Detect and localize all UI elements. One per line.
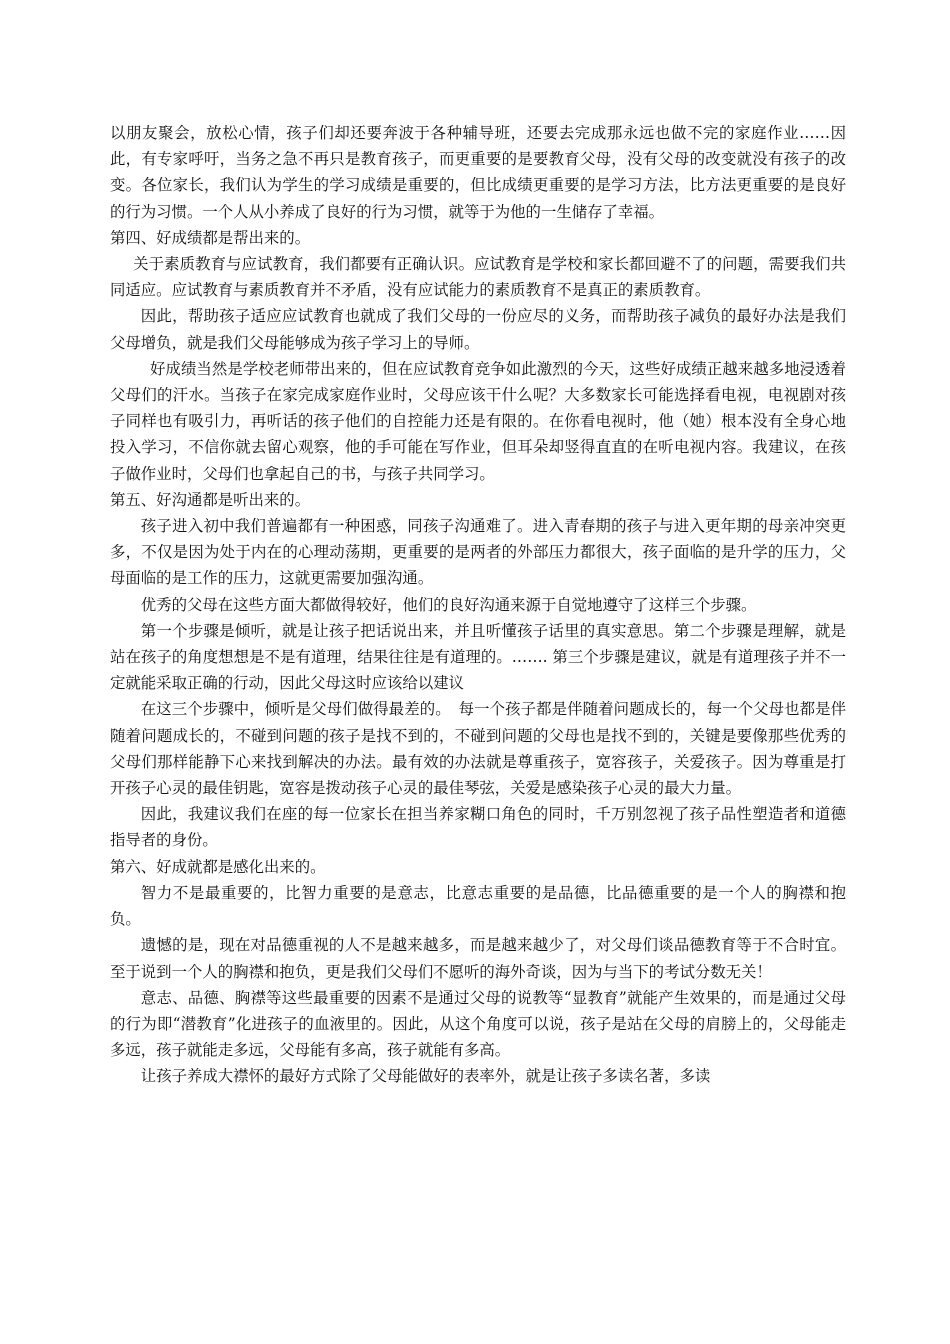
paragraph-communication-difficulty: 孩子进入初中我们普遍都有一种困惑，同孩子沟通难了。进入青春期的孩子与进入更年期的母亲冲突更多，不仅是因为处于内在的心理动荡期，更重要的是两者的外部压力都很大，孩子面临的是升学的压力，父母面临的是工作的压力，这就更需要加强沟通。 — [110, 517, 846, 588]
section-heading-6: 第六、好成就都是感化出来的。 — [110, 857, 326, 876]
paragraph-intelligence: 智力不是最重要的，比智力重要的是意志，比意志重要的是品德，比品德重要的是一个人的胸襟和抱负。 — [110, 883, 846, 929]
document-page — [110, 120, 846, 1090]
paragraph-three-steps: 第一个步骤是倾听，就是让孩子把话说出来，并且听懂孩子话里的真实意思。第二个步骤是理解，就是站在孩子的角度想想是不是有道理，结果往往是有道理的。……. 第三个步骤是建议，就是有道理孩子并不一定就能采取正确的行动，因此父母这时应该给以建议 — [110, 621, 846, 693]
paragraph-implicit-education: 意志、品德、胸襟等这些最重要的因素不是通过父母的说教等“显教育”就能产生效果的，而是通过父母的行为即“潜教育”化进孩子的血液里的。因此，从这个角度可以说，孩子是站在父母的肩膀上的，父母能走多远，孩子就能走多远，父母能有多高，孩子就能有多高。 — [110, 988, 846, 1060]
paragraph-intro-continued: 以朋友聚会，放松心情，孩子们却还要奔波于各种辅导班，还要去完成那永远也做不完的家庭作业……因此，有专家呼吁，当务之急不再只是教育孩子，而更重要的是要教育父母，没有父母的改变就没有孩子的改变。各位家长，我们认为学生的学习成绩是重要的，但比成绩更重要的是学习方法，比方法更重要的是良好的行为习惯。一个人从小养成了良好的行为习惯，就等于为他的一生储存了幸福。 — [110, 124, 846, 221]
section-heading-4: 第四、好成绩都是帮出来的。 — [110, 228, 311, 247]
paragraph-good-grades: 好成绩当然是学校老师带出来的，但在应试教育竞争如此激烈的今天，这些好成绩正越来越多地浸透着父母们的汗水。当孩子在家完成家庭作业时，父母应该干什么呢？大多数家长可能选择看电视，电视剧对孩子同样也有吸引力，再听话的孩子他们的自控能力还是有限的。在你看电视时，他（她）根本没有全身心地投入学习，不信你就去留心观察，他的手可能在写作业，但耳朵却竖得直直的在听电视内容。我建议，在孩子做作业时，父母们也拿起自己的书，与孩子共同学习。 — [110, 359, 846, 483]
paragraph-listening: 在这三个步骤中，倾听是父母们做得最差的。 每一个孩子都是伴随着问题成长的，每一个父母也都是伴随着问题成长的，不碰到问题的孩子是找不到的，不碰到问题的父母也是找不到的，关键是要像那些优秀的父母们那样能静下心来找到解决的办法。最有效的办法就是尊重孩子，宽容孩子，关爱孩子。因为尊重是打开孩子心灵的最佳钥匙，宽容是拨动孩子心灵的最佳琴弦，关爱是感染孩子心灵的最大力量。 — [110, 700, 846, 798]
paragraph-exam-education: 关于素质教育与应试教育，我们都要有正确认识。应试教育是学校和家长都回避不了的问题，需要我们共同适应。应试教育与素质教育并不矛盾，没有应试能力的素质教育不是真正的素质教育。 — [110, 255, 846, 300]
section-heading-5: 第五、好沟通都是听出来的。 — [110, 490, 311, 509]
paragraph-suggestion: 因此，我建议我们在座的每一位家长在担当养家糊口角色的同时，千万别忽视了孩子品性塑造者和道德指导者的身份。 — [110, 805, 846, 850]
paragraph-reading-classics: 让孩子养成大襟怀的最好方式除了父母能做好的表率外，就是让孩子多读名著，多读 — [140, 1067, 711, 1086]
paragraph-three-steps-intro: 优秀的父母在这些方面大都做得较好，他们的良好沟通来源于自觉地遵守了这样三个步骤。 — [140, 595, 757, 614]
paragraph-regret: 遗憾的是，现在对品德重视的人不是越来越多，而是越来越少了，对父母们谈品德教育等于不合时宜。至于说到一个人的胸襟和抱负，更是我们父母们不愿听的海外奇谈，因为与当下的考试分数无关！ — [110, 936, 846, 981]
paragraph-reduce-burden: 因此，帮助孩子适应应试教育也就成了我们父母的一份应尽的义务，而帮助孩子减负的最好办法是我们父母增负，就是我们父母能够成为孩子学习上的导师。 — [110, 307, 846, 352]
